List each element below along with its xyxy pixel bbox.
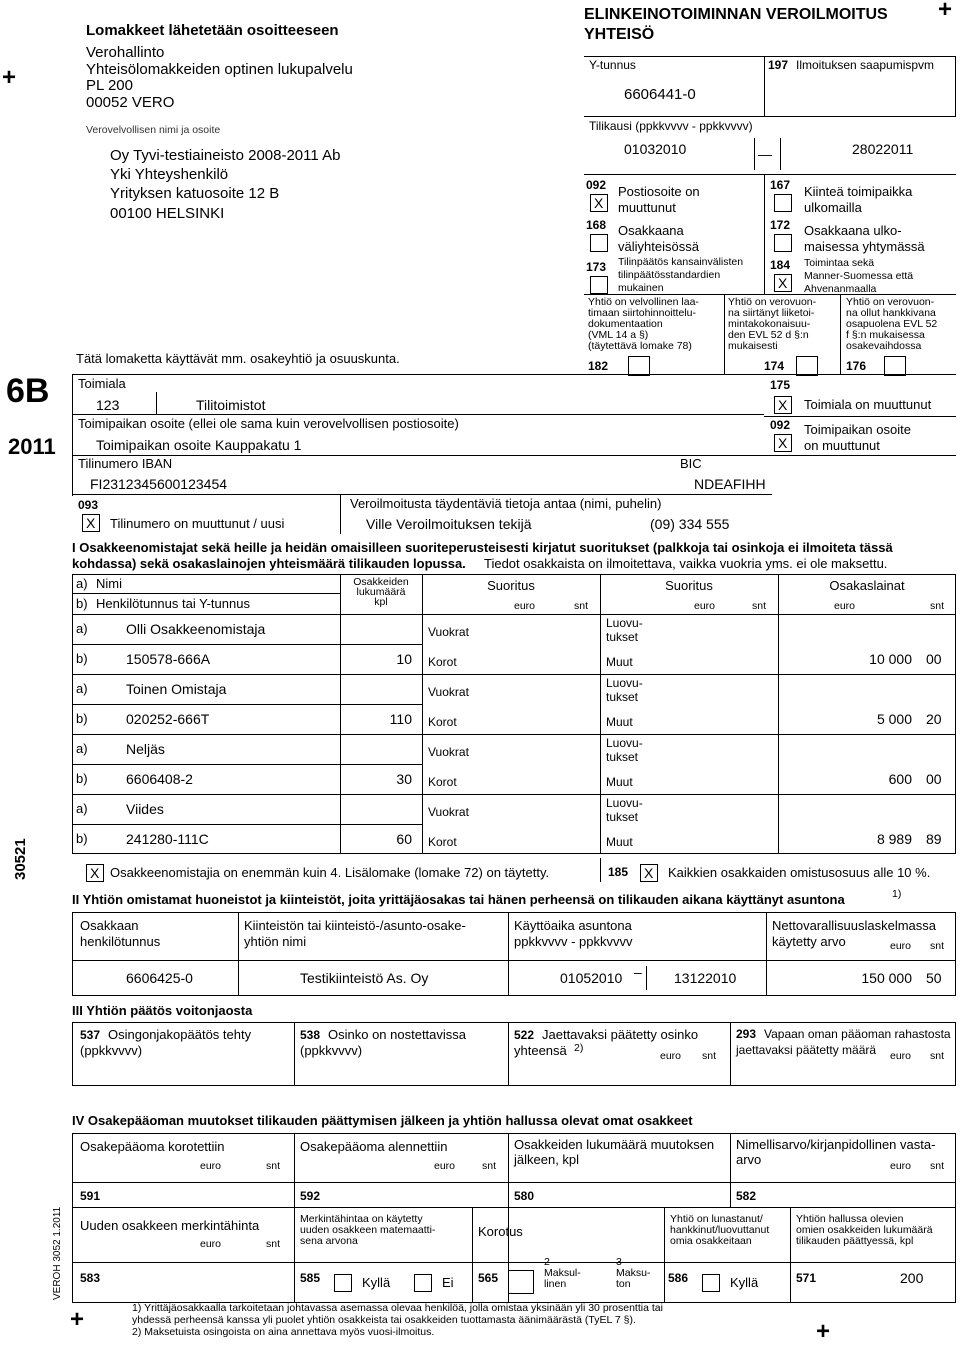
owner-shares[interactable]: 60 — [396, 831, 412, 847]
code-293-text: jaettavaksi päätetty määrä — [736, 1043, 877, 1057]
held-shares-label: Yhtiön hallussa olevien omien osakkeiden lukumäärä tilikauden päättyessä, kpl — [796, 1213, 933, 1247]
unit-euro: euro — [514, 600, 536, 612]
row-b-marker: b) — [76, 651, 88, 666]
bic-label: BIC — [680, 456, 702, 471]
checkbox-167[interactable] — [774, 194, 792, 212]
col-id-header: Henkilötunnus tai Y-tunnus — [96, 596, 250, 611]
form-version: VEROH 3052 1.2011 — [52, 1206, 63, 1300]
col-value-header: käytetty arvo — [772, 934, 846, 949]
taxpayer-street: Yrityksen katuosoite 12 B — [110, 185, 280, 202]
toimiala-code[interactable]: 123 — [96, 397, 120, 413]
section3-title: III Yhtiön päätös voitonjaosta — [72, 1003, 253, 1018]
section1-title: I Osakkeenomistajat sekä heille ja heidän omaisilleen suoriteperusteisesti kirjatut suoritukset (palkkoja tai osinkoja ei ilmoiteta tässä — [72, 540, 893, 555]
code-168-text: Osakkaana — [618, 223, 684, 238]
property-value-snt[interactable]: 50 — [926, 970, 942, 986]
code-522-text: Jaettavaksi päätetty osinko — [542, 1027, 699, 1042]
code-175: 175 — [770, 378, 791, 392]
code-538: 538 — [300, 1028, 321, 1042]
unit-euro: euro — [694, 600, 716, 612]
footnote-ref: 2) — [574, 1042, 584, 1054]
unit-snt: snt — [930, 600, 945, 612]
code-538-text: Osinko on nostettavissa — [328, 1027, 467, 1042]
row-a-marker: a) — [76, 681, 88, 696]
interest-label: Korot — [428, 775, 457, 789]
row-split — [72, 644, 422, 645]
unit-snt: snt — [482, 1160, 497, 1172]
checkbox-184[interactable]: X — [774, 274, 792, 292]
code-197: 197 — [768, 58, 789, 72]
interest-label: Korot — [428, 715, 457, 729]
col-period-header: ppkkvvvv - ppkkvvvv — [514, 934, 633, 949]
checkbox-174[interactable] — [796, 356, 818, 376]
code-537-text: (ppkkvvvv) — [80, 1043, 143, 1058]
unit-snt: snt — [266, 1160, 281, 1172]
usage-dash: – — [634, 964, 642, 980]
code-172-text: Osakkaana ulko- — [804, 223, 902, 238]
code-093-text: Tilinumero on muuttunut / uusi — [110, 516, 285, 531]
property-owner-id[interactable]: 6606425-0 — [126, 970, 193, 986]
footnote-1: 1) Yrittäjäosakkaalla tarkoitetaan johtavassa asemassa olevaa henkilöä, jolla omistaa yksinään yli 30 prosenttia tai — [132, 1302, 663, 1314]
col-decrease-header: Osakepääoma alennettiin — [300, 1139, 448, 1154]
col-name-header: Nimi — [96, 576, 122, 591]
code-172: 172 — [770, 218, 791, 232]
other-label: Muut — [606, 715, 633, 729]
address-line: PL 200 — [86, 77, 133, 94]
owner-id[interactable]: 241280-111C — [126, 831, 209, 847]
row-a-marker: a) — [76, 621, 88, 636]
unit-euro: euro — [200, 1238, 222, 1250]
unit-snt: snt — [752, 600, 767, 612]
code-522: 522 — [514, 1028, 535, 1042]
col-value-header: Nettovarallisuuslaskelmassa — [772, 918, 937, 933]
unit-euro: euro — [890, 1050, 912, 1062]
option-3-label: Maksu- ton — [616, 1267, 651, 1290]
registration-mark: + — [938, 0, 953, 23]
checkbox-093[interactable]: X — [82, 514, 100, 532]
owner-name[interactable]: Toinen Omistaja — [126, 681, 227, 697]
code-538-text: (ppkkvvvv) — [300, 1043, 363, 1058]
option-3: 3 — [616, 1256, 622, 1268]
code-293-text: Vapaan oman pääoman rahastosta — [764, 1027, 951, 1041]
code-293: 293 — [736, 1027, 757, 1041]
code-168-text: väliyhteisössä — [618, 239, 699, 254]
code-184-text: Manner-Suomessa että — [804, 270, 914, 282]
owner-shares[interactable]: 10 — [396, 651, 412, 667]
owner-id[interactable]: 150578-666A — [126, 651, 211, 667]
col-payment2-header: Suoritus — [665, 578, 713, 593]
col-nominal-header: arvo — [736, 1152, 762, 1167]
checkbox-092[interactable]: X — [590, 194, 608, 212]
loan-cents[interactable]: 89 — [926, 831, 942, 847]
section1-note: Tiedot osakkaista on ilmoitettava, vaikka vuokria yms. ei ole maksettu. — [484, 556, 888, 571]
unit-snt: snt — [574, 600, 589, 612]
code-184-text: Toimintaa sekä — [804, 257, 875, 269]
col-increase-header: Osakepääoma korotettiin — [80, 1139, 225, 1154]
code-175-text: Toimiala on muuttunut — [804, 397, 932, 412]
rent-label: Vuokrat — [428, 685, 469, 699]
unit-euro: euro — [434, 1160, 456, 1172]
row-b-marker: b) — [76, 771, 88, 786]
yes-label: Kyllä — [362, 1275, 391, 1290]
row-a-marker: a) — [76, 801, 88, 816]
form-year: 2011 — [8, 434, 56, 459]
address-line: 00052 VERO — [86, 94, 175, 111]
col-payment-header: Suoritus — [487, 578, 535, 593]
rent-label: Vuokrat — [428, 625, 469, 639]
checkbox-182[interactable] — [628, 356, 650, 376]
unit-snt: snt — [930, 1160, 945, 1172]
code-537: 537 — [80, 1028, 101, 1042]
col-property-header: Kiinteistön tai kiinteistö-/asunto-osake- — [244, 918, 466, 933]
unit-snt: snt — [702, 1050, 717, 1062]
ytunnus-value[interactable]: 6606441-0 — [624, 86, 696, 103]
row-b-marker: b) — [76, 711, 88, 726]
code-173-text: mukainen — [618, 282, 664, 294]
owner-shares[interactable]: 110 — [389, 711, 412, 727]
rent-label: Vuokrat — [428, 805, 469, 819]
loan-euro[interactable]: 5 000 — [876, 711, 912, 727]
code-582: 582 — [736, 1189, 757, 1203]
col-count-header: jälkeen, kpl — [514, 1152, 580, 1167]
code-173-text: Tilinpäätös kansainvälisten — [618, 256, 744, 268]
registration-mark: + — [70, 1306, 85, 1333]
col-loans-header: Osakaslainat — [829, 578, 905, 593]
row-split — [72, 764, 422, 765]
code-172-text: maisessa yhtymässä — [804, 239, 925, 254]
code-092-text: Postiosoite on — [618, 184, 700, 199]
code-174-text: Yhtiö on verovuon- na siirtänyt liiketoi- mintakokonaisuu- den EVL 52 d §:n mukaisesti — [728, 296, 817, 352]
unit-euro: euro — [890, 940, 912, 952]
code-093: 093 — [78, 498, 99, 512]
code-092b-text: on muuttunut — [804, 438, 880, 453]
code-182: 182 — [588, 359, 609, 373]
transfers-label: Luovu- tukset — [606, 676, 643, 704]
form-title: ELINKEINOTOIMINNAN VEROILMOITUS — [584, 6, 888, 23]
code-537-text: Osingonjakopäätös tehty — [108, 1027, 252, 1042]
checkbox-565[interactable] — [508, 1270, 534, 1294]
owner-shares[interactable]: 30 — [396, 771, 412, 787]
taxpayer-label: Verovelvollisen nimi ja osoite — [86, 124, 221, 136]
rent-label: Vuokrat — [428, 745, 469, 759]
checkbox-more-owners[interactable]: X — [86, 864, 104, 882]
code-184-text: Ahvenanmaalla — [804, 283, 877, 295]
unit-euro: euro — [660, 1050, 682, 1062]
period-end[interactable]: 28022011 — [852, 141, 914, 157]
col-shares-header: Osakkeiden lukumäärä kpl — [353, 576, 409, 608]
other-label: Muut — [606, 835, 633, 849]
side-code: 30521 — [12, 838, 29, 880]
period-start[interactable]: 01032010 — [624, 141, 687, 157]
unit-euro: euro — [890, 1160, 912, 1172]
held-shares-value[interactable]: 200 — [900, 1270, 924, 1286]
code-565: 565 — [478, 1271, 499, 1285]
section4-title: IV Osakepääoman muutokset tilikauden päättymisen jälkeen ja yhtiön hallussa olevat omat osakkeet — [72, 1113, 693, 1128]
checkbox-092b[interactable]: X — [774, 434, 792, 452]
loan-euro[interactable]: 8 989 — [876, 831, 912, 847]
business-address-label: Toimipaikan osoite (ellei ole sama kuin verovelvollisen postiosoite) — [78, 416, 459, 431]
transfers-label: Luovu- tukset — [606, 796, 643, 824]
loan-cents[interactable]: 20 — [926, 711, 942, 727]
row-divider — [72, 674, 956, 675]
code-185: 185 — [608, 865, 629, 879]
send-to-label: Lomakkeet lähetetään osoitteeseen — [86, 22, 339, 39]
code-182-text: Yhtiö on velvollinen laa- timaan siirtohinnoittelu- dokumentaation (VML 14 a §) (täytettävä lomake 78) — [588, 296, 699, 352]
row-a-marker: a) — [76, 741, 88, 756]
code-174: 174 — [764, 359, 785, 373]
code-571: 571 — [796, 1271, 817, 1285]
code-092-text: muuttunut — [618, 200, 676, 215]
owner-name[interactable]: Neljäs — [126, 741, 165, 757]
checkbox-585-no[interactable] — [414, 1274, 432, 1292]
address-line: Yhteisölomakkeiden optinen lukupalvelu — [86, 61, 353, 78]
subscription-price-label: Uuden osakkeen merkintähinta — [80, 1218, 260, 1233]
no-label: Ei — [442, 1275, 454, 1290]
checkbox-168[interactable] — [590, 234, 608, 252]
registration-mark: + — [816, 1318, 831, 1345]
property-value-eur[interactable]: 150 000 — [861, 970, 912, 986]
option-2-label: Maksul- linen — [544, 1267, 581, 1290]
code-580: 580 — [514, 1189, 535, 1203]
code-522-text: yhteensä — [514, 1043, 567, 1058]
taxpayer-contact: Yki Yhteyshenkilö — [110, 166, 229, 183]
toimiala-label: Toimiala — [78, 376, 126, 391]
code-173-text: tilinpäätösstandardien — [618, 269, 721, 281]
property-name[interactable]: Testikiinteistö As. Oy — [300, 970, 429, 986]
transfers-label: Luovu- tukset — [606, 616, 643, 644]
owner-name[interactable]: Olli Osakkeenomistaja — [126, 621, 266, 637]
row-divider — [72, 794, 956, 795]
loan-cents[interactable]: 00 — [926, 771, 942, 787]
col-b-marker: b) — [76, 596, 88, 611]
unit-snt: snt — [930, 1050, 945, 1062]
col-a-marker: a) — [76, 576, 88, 591]
increase-type-label: Korotus — [478, 1224, 523, 1239]
checkbox-585-yes[interactable] — [334, 1274, 352, 1292]
col-count-header: Osakkeiden lukumäärä muutoksen — [514, 1137, 715, 1152]
loan-euro[interactable]: 10 000 — [869, 651, 912, 667]
row-b-marker: b) — [76, 831, 88, 846]
yes-label: Kyllä — [730, 1275, 759, 1290]
contact-phone[interactable]: (09) 334 555 — [650, 516, 730, 532]
section1-title-line2: kohdassa) sekä osakaslainojen yhteismäärä tilikauden lopussa. — [72, 556, 466, 571]
checkbox-185[interactable]: X — [640, 864, 658, 882]
math-value-label: Merkintähintaa on käytetty uuden osakkeen matemaatti- sena arvona — [300, 1213, 436, 1247]
owner-id[interactable]: 020252-666T — [126, 711, 210, 727]
code-586: 586 — [668, 1271, 689, 1285]
checkbox-175[interactable]: X — [774, 396, 792, 414]
checkbox-586[interactable] — [702, 1274, 720, 1292]
checkbox-172[interactable] — [774, 234, 792, 252]
ytunnus-label: Y-tunnus — [589, 58, 636, 72]
iban-label: Tilinumero IBAN — [78, 456, 173, 471]
col-owner-id-header: henkilötunnus — [80, 934, 161, 949]
contact-label: Veroilmoitusta täydentäviä tietoja antaa (nimi, puhelin) — [350, 496, 662, 511]
row-split — [72, 824, 422, 825]
code-591: 591 — [80, 1189, 101, 1203]
business-address[interactable]: Toimipaikan osoite Kauppakatu 1 — [96, 437, 302, 453]
unit-euro: euro — [200, 1160, 222, 1172]
section2-title: II Yhtiön omistamat huoneistot ja kiinteistöt, joita yrittäjäosakas tai hänen perheensä on tilikauden aikana käyttänyt asuntona — [72, 892, 845, 907]
taxpayer-postal: 00100 HELSINKI — [110, 205, 225, 222]
own-shares-label: Yhtiö on lunastanut/ hankkinut/luovuttanut omia osakkeitaan — [670, 1213, 770, 1247]
checkbox-176[interactable] — [884, 356, 906, 376]
toimiala-name[interactable]: Tilitoimistot — [196, 397, 266, 413]
code-185-text: Kaikkien osakkaiden omistusosuus alle 10 %. — [668, 865, 931, 880]
option-2: 2 — [544, 1256, 550, 1268]
arrival-date-label: Ilmoituksen saapumispvm — [796, 58, 935, 72]
loan-cents[interactable]: 00 — [926, 651, 942, 667]
code-592: 592 — [300, 1189, 321, 1203]
iban-value[interactable]: FI2312345600123454 — [90, 476, 228, 492]
footnote-2: 2) Maksetuista osingoista on aina annettava myös vuosi-ilmoitus. — [132, 1326, 435, 1338]
transfers-label: Luovu- tukset — [606, 736, 643, 764]
code-092: 092 — [586, 178, 607, 192]
code-167-text: ulkomailla — [804, 200, 862, 215]
code-168: 168 — [586, 218, 607, 232]
code-167: 167 — [770, 178, 791, 192]
other-label: Muut — [606, 655, 633, 669]
usage-start[interactable]: 01052010 — [560, 970, 623, 986]
code-176: 176 — [846, 359, 867, 373]
owner-id[interactable]: 6606408-2 — [126, 771, 193, 787]
taxpayer-name: Oy Tyvi-testiaineisto 2008-2011 Ab — [110, 147, 341, 164]
code-176-text: Yhtiö on verovuon- na ollut hankkivana osapuolena EVL 52 f §:n mukaisessa osakevaihdossa — [846, 296, 938, 352]
period-separator: — — [758, 146, 772, 162]
unit-snt: snt — [930, 940, 945, 952]
code-184: 184 — [770, 258, 791, 272]
period-label: Tilikausi (ppkkvvvv - ppkkvvvv) — [589, 119, 753, 133]
row-divider — [72, 734, 956, 735]
row-split — [72, 704, 422, 705]
interest-label: Korot — [428, 655, 457, 669]
unit-euro: euro — [834, 600, 856, 612]
code-092b-text: Toimipaikan osoite — [804, 422, 911, 437]
contact-name[interactable]: Ville Veroilmoituksen tekijä — [366, 516, 532, 532]
owner-name[interactable]: Viides — [126, 801, 164, 817]
checkbox-173[interactable] — [590, 276, 608, 294]
col-owner-id-header: Osakkaan — [80, 918, 139, 933]
form-code: 6B — [6, 372, 50, 410]
code-583: 583 — [80, 1271, 101, 1285]
code-167-text: Kiinteä toimipaikka — [804, 184, 913, 199]
code-173: 173 — [586, 260, 607, 274]
unit-snt: snt — [266, 1238, 281, 1250]
usage-end[interactable]: 13122010 — [674, 970, 737, 986]
registration-mark: + — [2, 64, 17, 91]
col-property-header: yhtiön nimi — [244, 934, 307, 949]
code-585: 585 — [300, 1271, 321, 1285]
col-nominal-header: Nimellisarvo/kirjanpidollinen vasta- — [736, 1137, 936, 1152]
other-label: Muut — [606, 775, 633, 789]
loan-euro[interactable]: 600 — [888, 771, 912, 787]
footnote-1-cont: yhdessä perheensä kanssa yli puolet yhtiön osakkeista tai osakkeiden tuottamasta äänimäärästä (TyEL 7 §). — [132, 1314, 636, 1326]
bic-value[interactable]: NDEAFIHH — [694, 476, 766, 492]
col-period-header: Käyttöaika asuntona — [514, 918, 632, 933]
footnote-ref: 1) — [892, 888, 902, 900]
more-owners-text: Osakkeenomistajia on enemmän kuin 4. Lisälomake (lomake 72) on täytetty. — [110, 865, 550, 880]
interest-label: Korot — [428, 835, 457, 849]
form-subtitle: YHTEISÖ — [584, 26, 655, 43]
usage-note: Tätä lomaketta käyttävät mm. osakeyhtiö ja osuuskunta. — [76, 351, 400, 366]
address-line: Verohallinto — [86, 44, 165, 61]
code-092b: 092 — [770, 418, 791, 432]
